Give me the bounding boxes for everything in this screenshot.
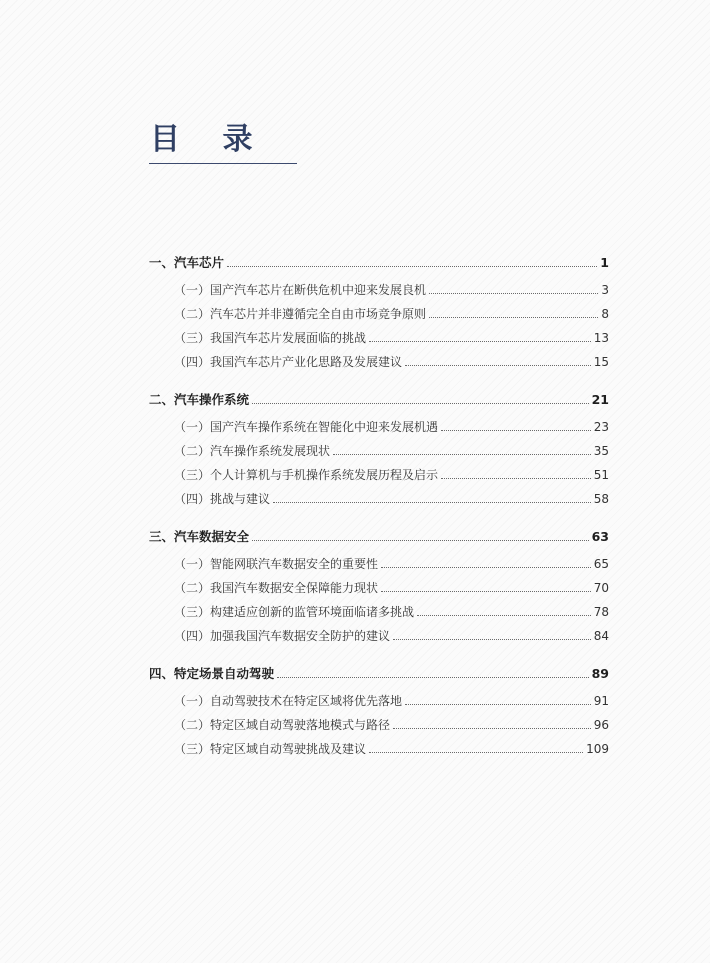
dot-leader [333, 454, 591, 455]
page-title: 目 录 [150, 122, 269, 157]
dot-leader [441, 478, 591, 479]
toc-entry[interactable] [149, 443, 609, 459]
dot-leader [405, 365, 591, 366]
toc-section-2[interactable] [149, 392, 609, 408]
dot-leader [429, 317, 598, 318]
toc-entry[interactable] [149, 282, 609, 298]
toc-entry[interactable] [149, 419, 609, 435]
title-underline [149, 163, 297, 164]
toc-page-number: 8 [601, 307, 609, 321]
toc-page-number: 35 [593, 444, 609, 458]
toc-section-label: 四、特定场景自动驾驶 [149, 666, 275, 681]
toc-entry-label: （一）国产汽车芯片在断供危机中迎来发展良机 [174, 283, 427, 297]
dot-leader [369, 752, 583, 753]
toc-entry[interactable] [149, 717, 609, 733]
dot-leader [393, 639, 591, 640]
toc-page-number: 1 [600, 255, 609, 270]
toc-page-number: 15 [593, 355, 609, 369]
toc-entry[interactable] [149, 467, 609, 483]
toc-page-number: 58 [593, 492, 609, 506]
toc-entry[interactable] [149, 306, 609, 322]
dot-leader [369, 341, 591, 342]
toc-entry[interactable] [149, 628, 609, 644]
dot-leader [252, 540, 589, 541]
toc-entry[interactable] [149, 330, 609, 346]
toc-section-label: 二、汽车操作系统 [149, 392, 250, 407]
toc-page-number: 13 [593, 331, 609, 345]
toc-entry-label: （二）汽车操作系统发展现状 [174, 444, 331, 458]
toc-page-number: 84 [593, 629, 609, 643]
toc-entry[interactable] [149, 604, 609, 620]
dot-leader [429, 293, 598, 294]
toc-entry-label: （一）国产汽车操作系统在智能化中迎来发展机遇 [174, 420, 439, 434]
toc-section-label: 三、汽车数据安全 [149, 529, 250, 544]
toc-page-number: 89 [591, 666, 609, 681]
toc-section-1[interactable] [149, 255, 609, 271]
toc-entry[interactable] [149, 556, 609, 572]
table-of-contents [149, 255, 609, 757]
dot-leader [441, 430, 591, 431]
toc-page-number: 23 [593, 420, 609, 434]
dot-leader [381, 567, 591, 568]
toc-section-3[interactable] [149, 529, 609, 545]
toc-entry[interactable] [149, 580, 609, 596]
toc-section-label: 一、汽车芯片 [149, 255, 225, 270]
toc-page-number: 65 [593, 557, 609, 571]
toc-entry[interactable] [149, 693, 609, 709]
toc-entry-label: （二）我国汽车数据安全保障能力现状 [174, 581, 379, 595]
toc-page-number: 70 [593, 581, 609, 595]
toc-page-number: 3 [601, 283, 609, 297]
toc-entry-label: （二）特定区域自动驾驶落地模式与路径 [174, 718, 391, 732]
dot-leader [273, 502, 591, 503]
toc-entry-label: （一）智能网联汽车数据安全的重要性 [174, 557, 379, 571]
toc-page-number: 51 [593, 468, 609, 482]
toc-page-number: 91 [593, 694, 609, 708]
dot-leader [417, 615, 591, 616]
toc-page-number: 21 [591, 392, 609, 407]
toc-entry-label: （三）构建适应创新的监管环境面临诸多挑战 [174, 605, 415, 619]
toc-entry[interactable] [149, 741, 609, 757]
toc-page-number: 96 [593, 718, 609, 732]
toc-entry[interactable] [149, 491, 609, 507]
toc-entry-label: （三）个人计算机与手机操作系统发展历程及启示 [174, 468, 439, 482]
toc-entry-label: （三）我国汽车芯片发展面临的挑战 [174, 331, 367, 345]
dot-leader [227, 266, 597, 267]
toc-entry-label: （四）挑战与建议 [174, 492, 271, 506]
toc-entry-label: （四）加强我国汽车数据安全防护的建议 [174, 629, 391, 643]
toc-entry-label: （二）汽车芯片并非遵循完全自由市场竞争原则 [174, 307, 427, 321]
dot-leader [252, 403, 589, 404]
dot-leader [277, 677, 589, 678]
dot-leader [381, 591, 591, 592]
toc-page-number: 109 [586, 742, 609, 756]
dot-leader [405, 704, 591, 705]
toc-entry-label: （三）特定区域自动驾驶挑战及建议 [174, 742, 367, 756]
toc-entry-label: （一）自动驾驶技术在特定区域将优先落地 [174, 694, 403, 708]
toc-page-number: 63 [591, 529, 609, 544]
toc-entry-label: （四）我国汽车芯片产业化思路及发展建议 [174, 355, 403, 369]
toc-entry[interactable] [149, 354, 609, 370]
toc-page-number: 78 [593, 605, 609, 619]
dot-leader [393, 728, 591, 729]
toc-section-4[interactable] [149, 666, 609, 682]
